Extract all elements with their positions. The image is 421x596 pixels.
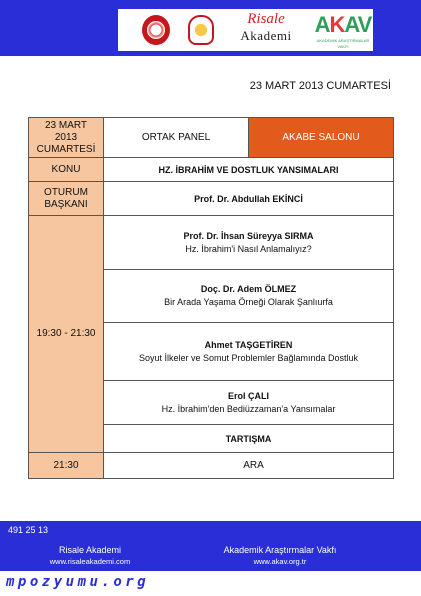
table-row [29,158,394,182]
table-row [29,182,394,216]
talk-title: Soyut İlkeler ve Somut Problemler Bağlamında Dostluk [138,352,359,363]
municipal-seal-logo [142,15,170,45]
org-url[interactable]: www.risaleakademi.com [49,557,131,566]
org-risale [0,545,180,567]
talk-title: Hz. İbrahim'den Bediüzzaman'a Yansımalar [161,403,336,414]
table-row [29,453,394,479]
topic-cell: HZ. İBRAHİM VE DOSTLUK YANSIMALARI [104,158,394,182]
panel-cell: ORTAK PANEL [104,118,249,158]
header-band [0,0,421,56]
sanliurfa-seal-logo [188,15,214,45]
symposium-site[interactable]: mpozyumu.org [6,574,150,590]
program-table [28,117,394,479]
org-akav [190,545,370,567]
chair-cell: Prof. Dr. Abdullah EKİNCİ [104,182,394,216]
talk-title: Hz. İbrahim'i Nasıl Anlamalıyız? [185,243,312,254]
date-cell: 23 MART 2013 CUMARTESİ [29,118,104,158]
akav-letters: AKAV [314,12,372,37]
break-cell: ARA [104,453,394,479]
speaker-cell [104,381,394,425]
table-row [29,118,394,158]
speaker-cell [104,323,394,381]
time-cell: 19:30 - 21:30 [29,216,104,453]
footer-band [0,521,421,571]
speaker-name: Prof. Dr. İhsan Süreyya SIRMA [183,230,314,241]
logo-strip [118,9,373,51]
discussion-cell: TARTIŞMA [104,425,394,453]
speaker-name: Erol ÇALI [227,390,269,401]
speaker-cell [104,270,394,323]
speaker-name: Doç. Dr. Adem ÖLMEZ [200,284,297,294]
phone-number: 491 25 13 [8,525,49,535]
speaker-cell [104,216,394,270]
akav-logo [314,12,372,48]
topic-label: KONU [29,158,104,182]
akav-subtitle: AKADEMİK ARAŞTIRMALAR VAKFI [316,38,370,49]
date-heading: 23 MART 2013 CUMARTESİ [249,80,391,92]
speaker-name: Ahmet TAŞGETİREN [204,339,293,350]
risale-akademi-logo [226,11,306,49]
risale-logo-top: Risale [247,11,285,27]
org-name: Risale Akademi [58,545,122,555]
break-time-cell: 21:30 [29,453,104,479]
table-row [29,216,394,270]
risale-logo-bottom: Akademi [240,28,292,43]
talk-title: Bir Arada Yaşama Örneği Olarak Şanlıurfa [164,297,333,307]
hall-cell: AKABE SALONU [249,118,394,158]
org-name: Akademik Araştırmalar Vakfı [223,545,337,555]
org-url[interactable]: www.akav.org.tr [253,557,307,566]
chair-label: OTURUM BAŞKANI [29,182,104,216]
